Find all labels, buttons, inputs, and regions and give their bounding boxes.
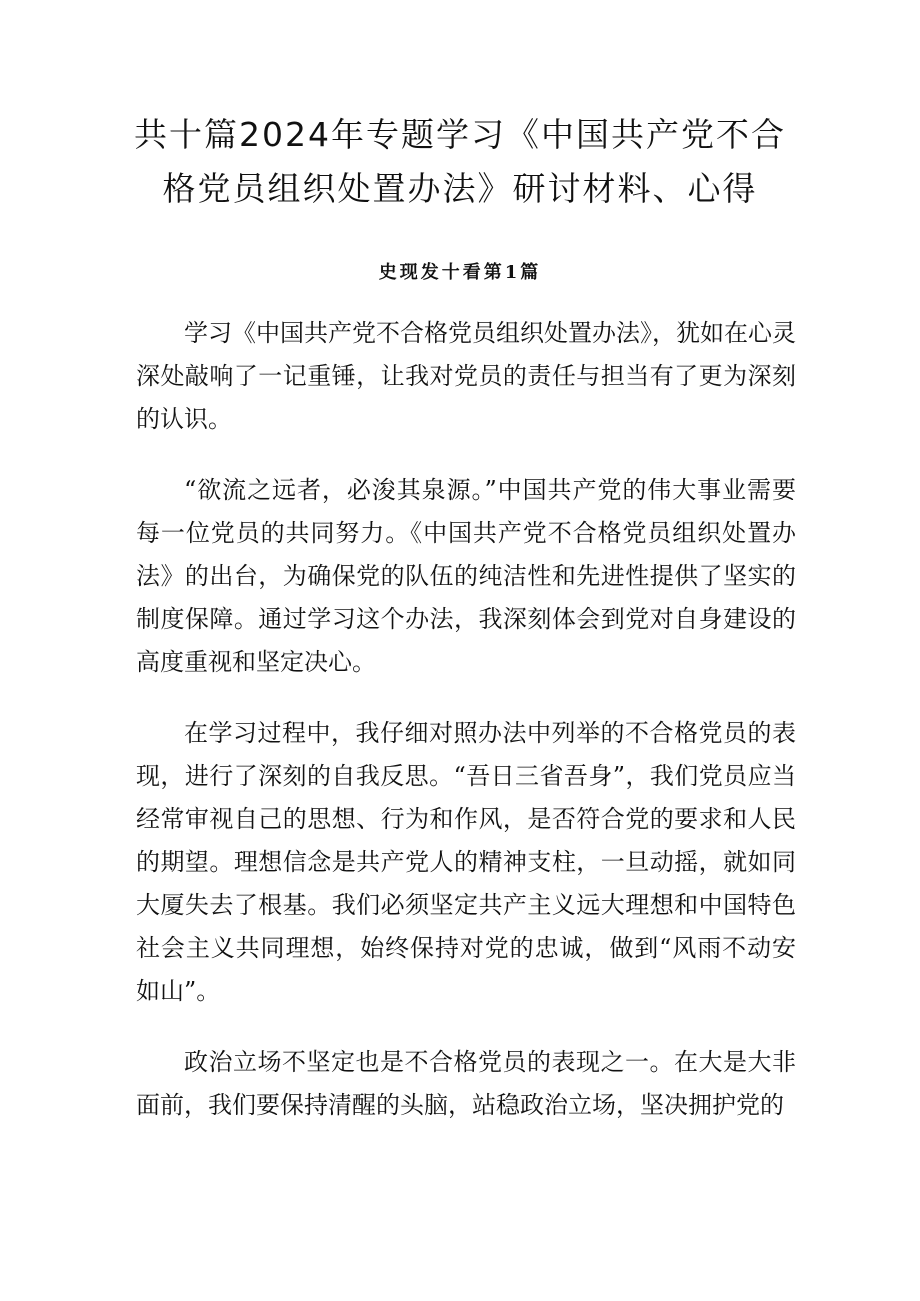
- paragraph: 在学习过程中，我仔细对照办法中列举的不合格党员的表现，进行了深刻的自我反思。“吾日三省吾身”，我们党员应当经常审视自己的思想、行为和作风，是否符合党的要求和人民的期望。理想信念是共产党人的精神支柱，一旦动摇，就如同大厦失去了根基。我们必须坚定共产主义远大理想和中国特色社会主义共同理想，始终保持对党的忠诚，做到“风雨不动安如山”。: [136, 719, 796, 1005]
- paragraph: 政治立场不坚定也是不合格党员的表现之一。在大是大非面前，我们要保持清醒的头脑，站稳政治立场，坚决拥护党的: [136, 1048, 796, 1119]
- section-subtitle: 史现发十看第1篇: [378, 262, 542, 283]
- title-line-1: 共十篇2024年专题学习《中国共产党不合: [134, 115, 786, 154]
- title-line-2: 格党员组织处置办法》研讨材料、心得: [162, 169, 758, 208]
- paragraph: 学习《中国共产党不合格党员组织处置办法》，犹如在心灵深处敲响了一记重锤，让我对党员的责任与担当有了更为深刻的认识。: [136, 319, 796, 433]
- paragraph: “欲流之远者，必浚其泉源。”中国共产党的伟大事业需要每一位党员的共同努力。《中国共产党不合格党员组织处置办法》的出台，为确保党的队伍的纯洁性和先进性提供了坚实的制度保障。通过学习这个办法，我深刻体会到党对自身建设的高度重视和坚定决心。: [136, 476, 796, 676]
- document-body: [136, 312, 796, 1155]
- document-title: [60, 108, 860, 216]
